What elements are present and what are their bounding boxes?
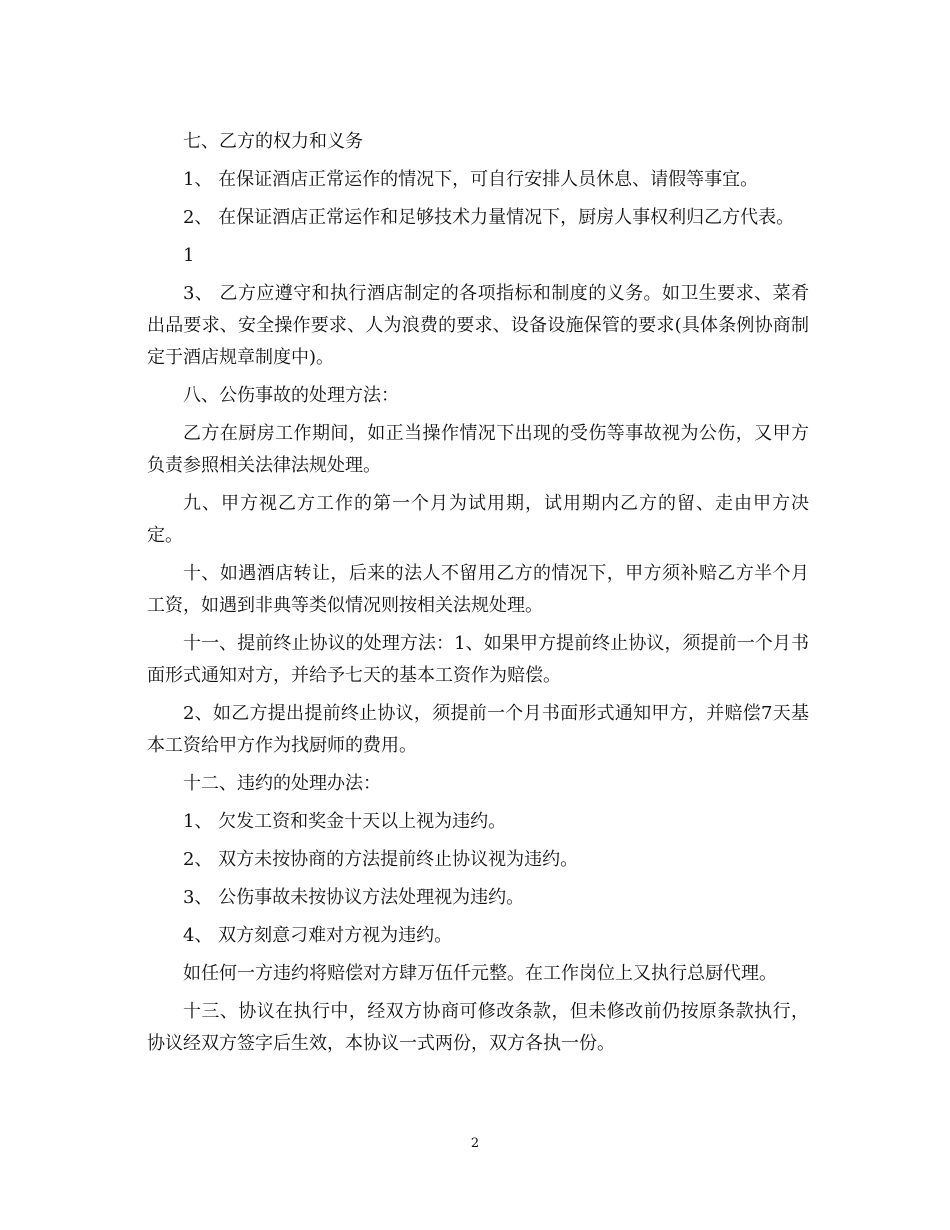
stray-number: 1 — [183, 245, 195, 266]
paragraph-7-2: 2、 在保证酒店正常运作和足够技术力量情况下，厨房人事权利归乙方代表。 — [183, 207, 795, 228]
paragraph-12-4: 4、 双方刻意刁难对方视为违约。 — [183, 925, 453, 946]
paragraph-section-9: 九、甲方视乙方工作的第一个月为试用期，试用期内乙方的留、走由甲方决定。 — [147, 493, 809, 546]
paragraph-7-1: 1、 在保证酒店正常运作的情况下，可自行安排人员休息、请假等事宜。 — [183, 169, 759, 190]
paragraph-section-11: 十一、提前终止协议的处理方法：1、如果甲方提前终止协议，须提前一个月书面形式通知对方，并给予七天的基本工资作为赔偿。 — [147, 633, 809, 686]
paragraph-11-2: 2、如乙方提出提前终止协议，须提前一个月书面形式通知甲方，并赔偿7天基本工资给甲方作为找厨师的费用。 — [147, 703, 809, 756]
paragraph-12-3: 3、 公伤事故未按协议方法处理视为违约。 — [183, 887, 525, 908]
paragraph-12-1: 1、 欠发工资和奖金十天以上视为违约。 — [183, 811, 507, 832]
heading-section-12: 十二、违约的处理办法： — [183, 773, 381, 794]
paragraph-7-3: 3、 乙方应遵守和执行酒店制定的各项指标和制度的义务。如卫生要求、菜肴出品要求、安全操作要求、人为浪费的要求、设备设施保管的要求(具体条例协商制定于酒店规章制度中)。 — [147, 283, 809, 368]
heading-section-8: 八、公伤事故的处理方法： — [183, 385, 399, 406]
document-body — [147, 126, 809, 1066]
paragraph-section-13: 十三、协议在执行中，经双方协商可修改条款，但未修改前仍按原条款执行，协议经双方签字后生效，本协议一式两份，双方各执一份。 — [147, 1001, 809, 1054]
paragraph-8: 乙方在厨房工作期间，如正当操作情况下出现的受伤等事故视为公伤，又甲方负责参照相关法律法规处理。 — [147, 423, 809, 476]
paragraph-penalty: 如任何一方违约将赔偿对方肆万伍仟元整。在工作岗位上又执行总厨代理。 — [183, 963, 777, 984]
page-number: 2 — [470, 1136, 480, 1151]
paragraph-12-2: 2、 双方未按协商的方法提前终止协议视为违约。 — [183, 849, 579, 870]
paragraph-section-10: 十、如遇酒店转让，后来的法人不留用乙方的情况下，甲方须补赔乙方半个月工资，如遇到非典等类似情况则按相关法规处理。 — [147, 563, 809, 616]
heading-section-7: 七、乙方的权力和义务 — [183, 131, 363, 152]
